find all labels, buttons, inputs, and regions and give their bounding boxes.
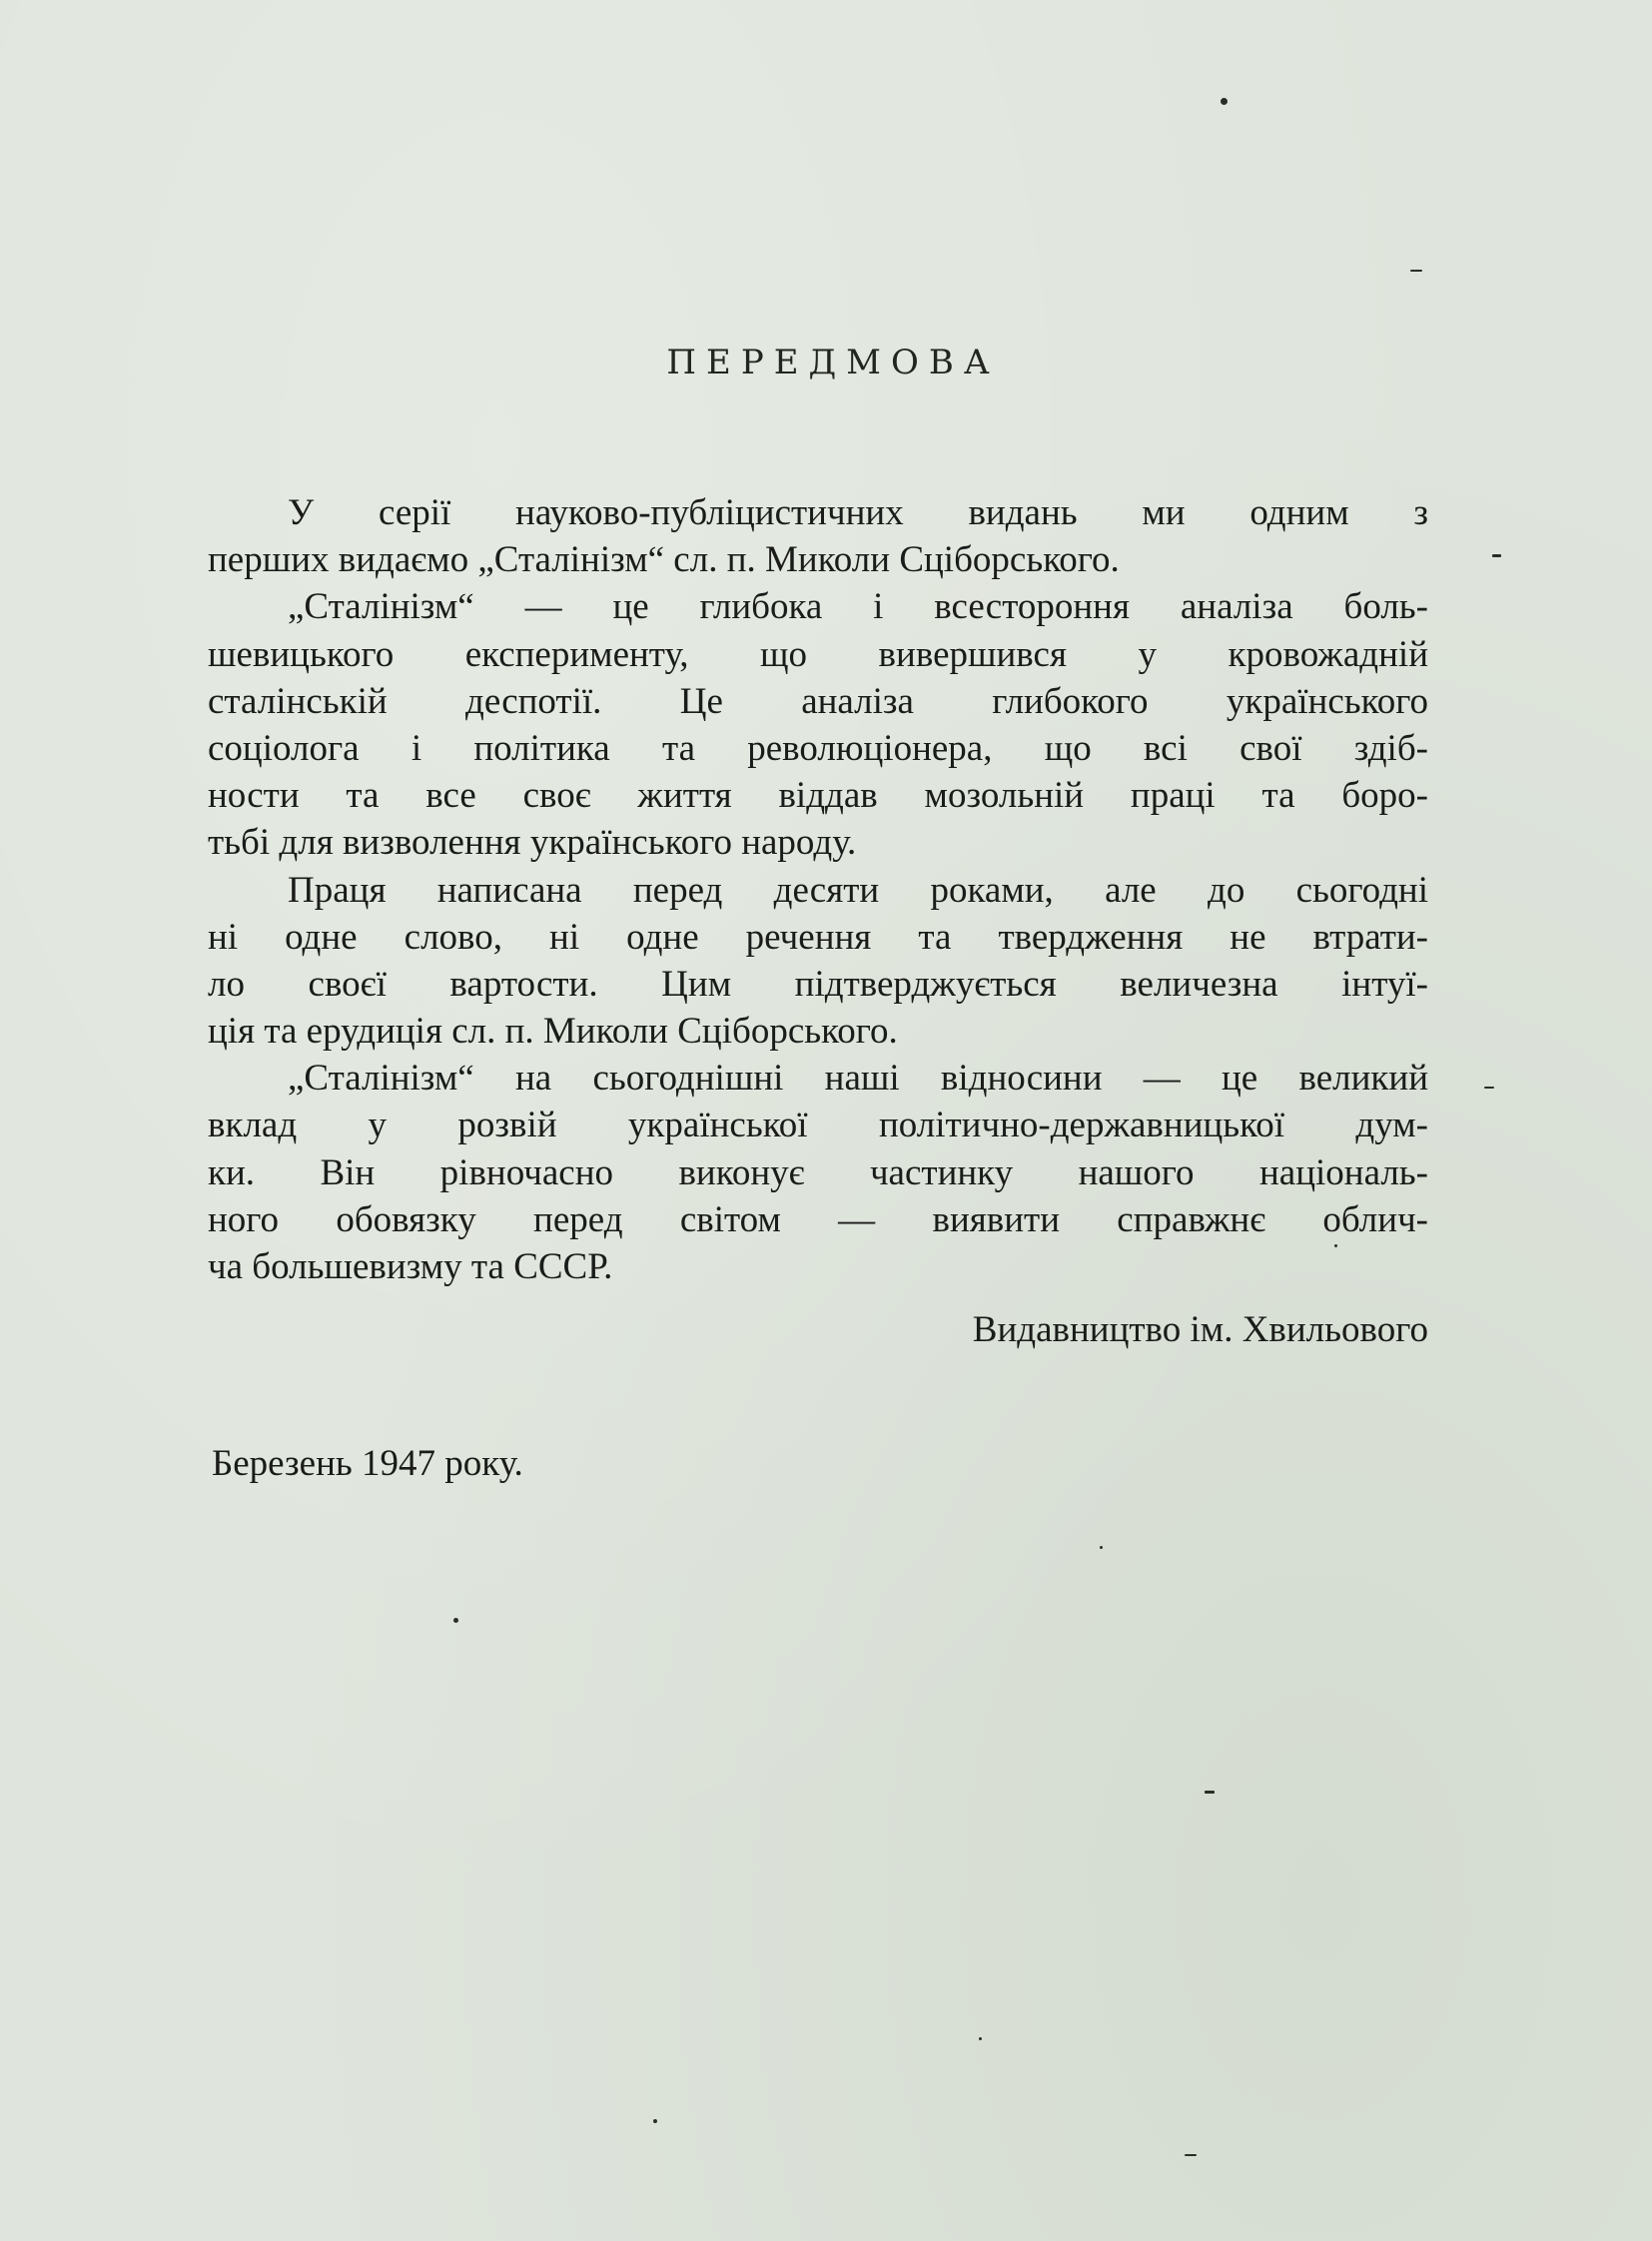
paragraph (208, 583, 1428, 866)
text-line: ного обовязку перед світом — виявити справжнє облич- (208, 1198, 1428, 1240)
text-line: сталінській деспотії. Це аналіза глибокого українського (208, 680, 1428, 722)
publication-date: Березень 1947 року. (212, 1443, 523, 1484)
paper-speck (453, 1618, 458, 1623)
text-line: У серії науково-публіцистичних видань ми одним з (288, 492, 1428, 533)
paper-speck (1205, 1791, 1215, 1794)
paragraph (208, 1055, 1428, 1290)
text-line: ности та все своє життя віддав мозольній праці та боро- (208, 775, 1428, 817)
paper-speck (1484, 1087, 1494, 1089)
paper-speck (1410, 270, 1422, 272)
preface-body (208, 489, 1428, 1290)
paper-speck (1185, 2154, 1197, 2156)
text-line: вклад у розвій української політично-державницької дум- (208, 1105, 1428, 1146)
text-line: ки. Він рівночасно виконує частинку нашого національ- (208, 1151, 1428, 1193)
paper-speck (1334, 1244, 1337, 1247)
text-line: ча большевизму та СССР. (208, 1246, 613, 1287)
text-line: ло своєї вартости. Цим підтверджується величезна інтуї- (208, 963, 1428, 1005)
paper-speck (1492, 554, 1501, 557)
paper-speck (1221, 98, 1228, 105)
paragraph (208, 489, 1428, 583)
text-line: „Сталінізм“ — це глибока і всестороння аналіза боль- (288, 586, 1428, 628)
publisher-signature: Видавництво ім. Хвильового (972, 1309, 1428, 1350)
text-line: перших видаємо „Сталінізм“ сл. п. Миколи Сціборського. (208, 539, 1120, 581)
text-line: тьбі для визволення українського народу. (208, 822, 857, 864)
text-line: шевицького експерименту, що вивершився у кровожадній (208, 633, 1428, 675)
paper-speck (979, 2037, 982, 2040)
text-line: ція та ерудиція сл. п. Миколи Сціборського. (208, 1011, 898, 1053)
text-line: Праця написана перед десяти роками, але до сьогодні (288, 869, 1428, 911)
text-line: соціолога і політика та революціонера, що всі свої здіб- (208, 727, 1428, 769)
text-line: „Сталінізм“ на сьогоднішні наші відносини — це великий (288, 1058, 1428, 1100)
paper-speck (1100, 1546, 1103, 1549)
paper-speck (653, 2119, 657, 2123)
paragraph (208, 867, 1428, 1056)
text-line: ні одне слово, ні одне речення та твердження не втрати- (208, 916, 1428, 958)
page-title: ПЕРЕДМОВА (666, 343, 1000, 382)
